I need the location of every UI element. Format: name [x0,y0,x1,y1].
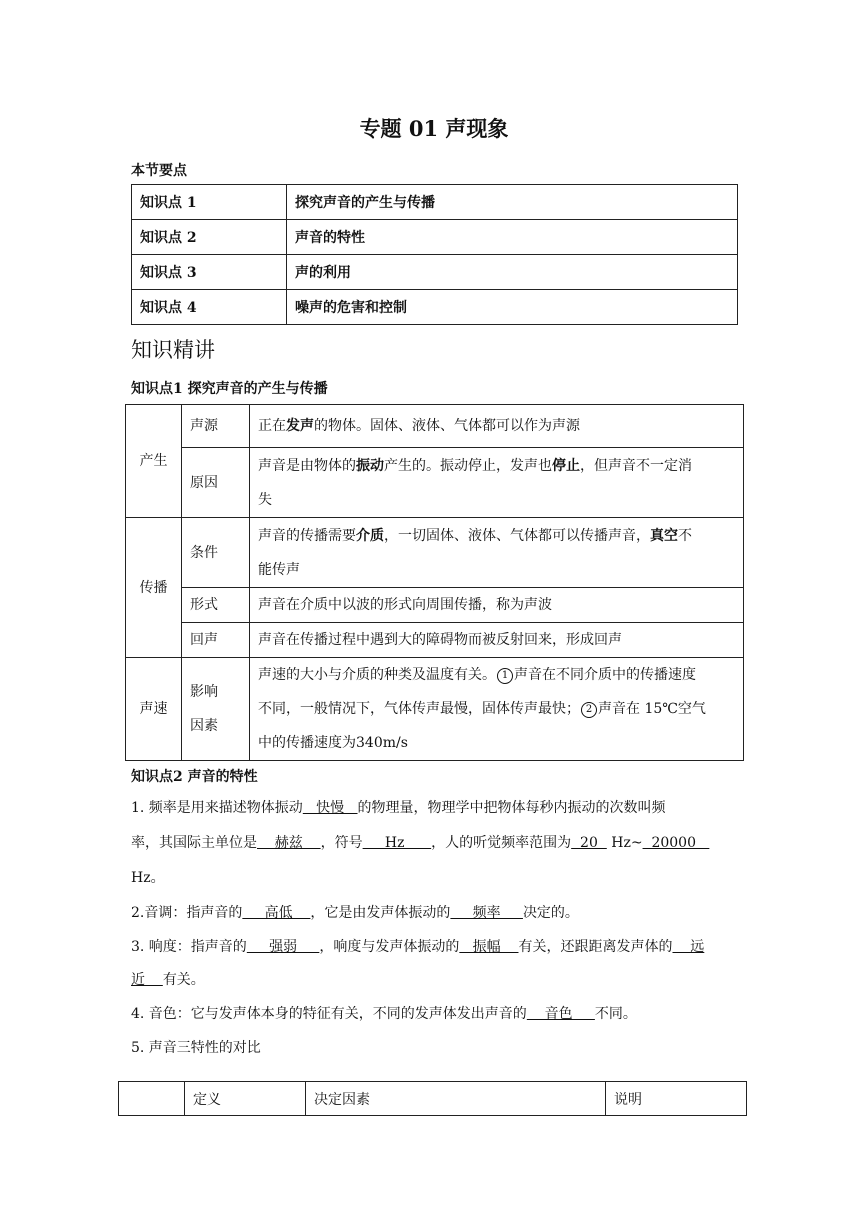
keyword: 介质 [356,527,384,544]
sub-cell: 条件 [182,518,250,588]
kp1-heading: 知识点1 探究声音的产生与传播 [131,381,328,397]
text: 不同，一般情况下，气体传声最慢，固体传声最快； [258,701,580,717]
text: 声音在 15℃空气 [598,701,706,717]
outline-label: 本节要点 [131,163,187,179]
paragraph-4 [131,1004,637,1024]
outline-value: 声音的特性 [287,220,738,255]
table-row [132,290,738,325]
category-cell: 声速 [126,658,182,761]
text: ，符号 [320,835,363,851]
sub-cell: 回声 [182,623,250,658]
text: 的物体。固体、液体、气体都可以作为声源 [314,418,580,434]
category-cell: 传播 [126,518,182,658]
text: ，但声音不一定消 [580,457,692,474]
text: 有关。 [162,972,205,988]
outline-key: 知识点 1 [132,185,287,220]
header-cell: 定义 [185,1082,306,1116]
outline-key: 知识点 4 [132,290,287,325]
header-cell: 决定因素 [306,1082,606,1116]
keyword: 真空 [650,527,678,544]
blank-answer: 音色 [526,1006,595,1022]
blank-answer: 快慢 [302,800,358,816]
blank-answer: 频率 [450,905,523,921]
paragraph-5: 5. 声音三特性的对比 [131,1040,261,1056]
text: 失 [258,491,272,508]
text: 正在 [258,418,286,434]
table-row [126,658,744,761]
paragraph-3-line-2 [131,970,205,990]
text: 2.音调：指声音的 [131,905,243,921]
outline-key: 知识点 2 [132,220,287,255]
kp2-heading: 知识点2 声音的特性 [131,769,258,785]
text: 声音的传播需要 [258,527,356,544]
table-row [126,448,744,518]
header-cell: 说明 [606,1082,747,1116]
table-row [132,255,738,290]
text: 声速的大小与介质的种类及温度有关。 [258,667,496,683]
keyword: 发声 [286,418,314,434]
content-cell [250,658,744,761]
circled-number: 1 [497,668,513,684]
blank-answer: 强弱 [246,939,320,955]
category-cell: 产生 [126,405,182,518]
circled-number: 2 [581,702,597,718]
text: 率，其国际主单位是 [131,835,257,851]
paragraph-1-line-2 [131,833,709,853]
outline-value: 声的利用 [287,255,738,290]
content-cell: 声音在介质中以波的形式向周围传播，称为声波 [250,588,744,623]
blank-answer: 振幅 [459,939,519,955]
section-heading: 知识精讲 [131,338,215,362]
paragraph-3-line-1 [131,937,704,957]
text: ，响度与发声体振动的 [319,939,460,955]
outline-table [131,184,738,325]
comparison-table [118,1081,747,1116]
text: Hz~ [606,835,643,851]
kp1-table [125,404,744,761]
text: 中的传播速度为340m/s [258,735,408,751]
table-row [126,405,744,448]
text: 1. 频率是用来描述物体振动 [131,800,303,816]
blank-answer: 高低 [242,905,311,921]
text: ，它是由发声体振动的 [310,905,451,921]
text: 4. 音色：它与发声体本身的特征有关，不同的发声体发出声音的 [131,1006,527,1022]
table-row [126,623,744,658]
text: ，人的听觉频率范围为 [431,835,572,851]
sub-cell: 形式 [182,588,250,623]
table-row [132,220,738,255]
content-cell [250,405,744,448]
text: 不同。 [594,1006,637,1022]
text: 声音是由物体的 [258,457,356,474]
text: 不 [678,527,692,544]
table-row [126,588,744,623]
sub-cell: 声源 [182,405,250,448]
table-row [126,518,744,588]
paragraph-2 [131,903,579,923]
sub-cell: 原因 [182,448,250,518]
blank-answer: 远 [672,939,705,955]
text: 3. 响度：指声音的 [131,939,247,955]
text: 产生的。振动停止，发声也 [384,457,552,474]
paragraph-1-line-3: Hz。 [131,870,165,886]
paragraph-1-line-1 [131,798,666,818]
blank-answer: 赫兹 [257,835,321,851]
text: 声音在不同介质中的传播速度 [514,667,696,683]
text: ，一切固体、液体、气体都可以传播声音， [384,527,650,544]
outline-key: 知识点 3 [132,255,287,290]
text: 有关，还跟距离发声体的 [518,939,673,955]
content-cell [250,518,744,588]
text: 决定的。 [522,905,579,921]
outline-value: 探究声音的产生与传播 [287,185,738,220]
blank-answer: 20000 [642,835,710,851]
content-cell [250,448,744,518]
table-header-row [119,1082,747,1116]
text: 影响 [190,684,218,700]
blank-answer: 20 [571,835,607,851]
text: 能传声 [258,561,300,578]
table-row [132,185,738,220]
blank-answer: Hz [362,835,432,851]
outline-value: 噪声的危害和控制 [287,290,738,325]
page-title: 专题 01 声现象 [359,116,509,141]
sub-cell [182,658,250,761]
keyword: 停止 [552,457,580,474]
text: 因素 [190,718,218,734]
keyword: 振动 [356,457,384,474]
text: 的物理量，物理学中把物体每秒内振动的次数叫频 [357,800,666,816]
content-cell: 声音在传播过程中遇到大的障碍物而被反射回来，形成回声 [250,623,744,658]
blank-answer: 近 [131,972,163,988]
header-cell [119,1082,185,1116]
